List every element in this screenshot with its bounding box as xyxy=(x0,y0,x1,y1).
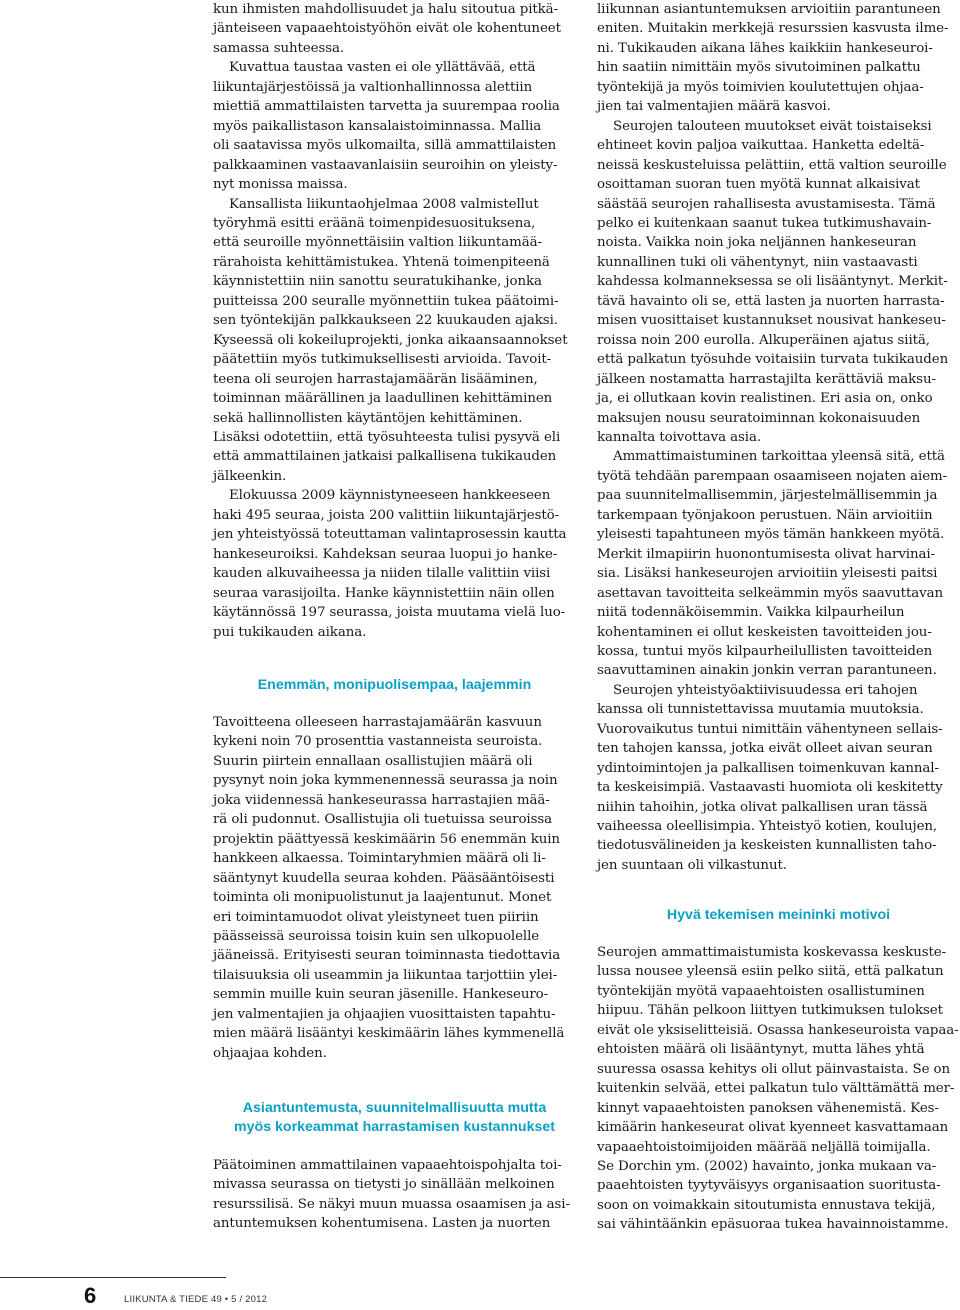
paragraph: kun ihmisten mahdollisuudet ja halu sitoutua pitkä- jänteiseen vapaaehtoistyöhön eivät ole kohentuneet samassa suhteessa. xyxy=(213,2,561,56)
left-mid-text xyxy=(213,713,576,1063)
footer-rule xyxy=(0,1277,226,1278)
right-top-text xyxy=(597,0,960,875)
paragraph: Tavoitteena olleeseen harrastajamäärän kasvuun kykeni noin 70 prosenttia vastanneista seuroista. Suurin piirtein ennallaan osallistujien määrä oli pysynyt noin joka kymmenennessä seurassa ja noin joka viidennessä hankeseurassa harrastajien mää- rä oli pudonnut. Osallistujia oli tuetuissa seuroissa projektin päättyessä keskimäärin 56 enemmän kuin hankkeen alkaessa. Toimintaryhmien määrä oli li- sääntynyt kuudella seuraa kohden. Pääsääntöisesti toiminta oli monipuolistunut ja laajentunut. Monet eri toimintamuodot olivat yleistyneet tuen piiriin päässeissä seuroissa toisin kuin sen ulkopuolelle jääneissä. Erityisesti seuran toiminnasta tiedottavia tilaisuuksia oli useammin ja liikuntaa tarjottiin ylei- semmin muille kuin seuran jäsenille. Hankeseuro- jen valmentajien ja ohjaajien vuosittaisten tapahtu- mien määrä lisääntyi keskimäärin lähes kymmenellä ohjaajaa kohden. xyxy=(213,715,565,1061)
paragraph: Päätoiminen ammattilainen vapaaehtoispohjalta toi- mivassa seurassa on tietysti jo sinällään melkoinen resurssilisä. Se näkyi muun muassa osaamisen ja asi- antuntemuksen kohentumisena. Lasten ja nuorten xyxy=(213,1158,570,1232)
paragraph: liikunnan asiantuntemuksen arvioitiin parantuneen eniten. Muitakin merkkejä resurssien kasvusta ilme- ni. Tukikauden aikana lähes kaikkiin hankeseuroi- hin saatiin nimittäin myös sivutoiminen palkattu työntekijä ja myös toimivien koulutettujen ohjaa- jien tai valmentajien määrä kasvoi. xyxy=(597,2,949,115)
paragraph: Elokuussa 2009 käynnistyneeseen hankkeeseen haki 495 seuraa, joista 200 valittiin liikuntajärjestö- jen yhteistyössä toteuttaman valintaprosessin kautta hankeseuroiksi. Kahdeksan seuraa luopui jo hanke- kauden alkuvaiheessa ja niiden tilalle valittiin viisi seuraa varasijoilta. Hanke käynnistettiin näin ollen käytännössä 197 seurassa, joista muutama vielä luo- pui tukikauden aikana. xyxy=(213,488,567,640)
paragraph: Ammattimaistuminen tarkoittaa yleensä sitä, että työtä tehdään parempaan osaamiseen nojaten aiem- paa suunnitelmallisemmin, järjestelmällisemmin ja tarkempaan työnjakoon perustuen. Näin arvioitiin yleisesti tapahtuneen myös tämän hankkeen myötä. Merkit ilmapiirin huonontumisesta olivat harvinai- sia. Lisäksi hankeseurojen arvioitiin yleisesti paitsi asettavan tavoitteita selkeämmin myös saavuttavan niitä todennäköisemmin. Vaikka kilpaurheilun kohentaminen ei ollut keskeisten tavoitteiden jou- kossa, tuntui myös kilpaurheilullisten tavoitteiden saavuttaminen ainakin jonkin verran parantuneen. xyxy=(597,449,948,679)
left-bottom-text xyxy=(213,1156,576,1234)
section-heading: Hyvä tekemisen meininki motivoi xyxy=(666,907,891,923)
page-number: 6 xyxy=(84,1283,97,1308)
left-top-text xyxy=(213,0,576,642)
paragraph: Kuvattua taustaa vasten ei ole yllättävää, että liikuntajärjestöissä ja valtionhallinnossa alettiin miettiä ammattilaisten tarvetta ja suurempaa roolia myös paikallistason kansalaistoiminnassa. Mallia oli saatavissa myös ulkomailta, sillä ammattilaisten palkkaaminen vastaavanlaisiin seuroihin on yleisty- nyt monissa maissa. xyxy=(213,60,560,193)
paragraph: Seurojen yhteistyöaktiivisuudessa eri tahojen kanssa oli tunnistettavissa muutamia muutoksia. Vuorovaikutus tuntui nimittäin vähentyneen sellais- ten tahojen kanssa, jotka eivät olleet aivan seuran ydintoimintojen ja palkallisen toimenkuvan kannal- ta keskeisimpiä. Vastaavasti huomiota oli keskitetty niihin tahoihin, jotka olivat palkallisen uran tässä vaiheessa oleellisimpia. Yhteistyö kotien, koulujen, tiedotusvälineiden ja keskeisten kunnallisten taho- jen suuntaan oli vilkastunut. xyxy=(597,682,943,873)
section-heading: Asiantuntemusta, suunnitelmallisuutta mutta myös korkeammat harrastamisen kustannukset xyxy=(234,1100,555,1135)
section-heading: Enemmän, monipuolisempaa, laajemmin xyxy=(257,677,532,693)
paragraph: Seurojen talouteen muutokset eivät toistaiseksi ehtineet kovin paljoa vaikuttaa. Hanketta edeltä- neissä keskusteluissa pelättiin, että valtion seuroille osoittaman suoran tuen myötä kunnat alkaisivat säästää seurojen rahallisesta avustamisesta. Tämä pelko ei kuitenkaan saanut tukea tutkimushavain- noista. Vaikka noin joka neljännen hankeseuran kunnallinen tuki oli vähentynyt, niin vastaavasti kahdessa kolmanneksessa se oli lisääntynyt. Merkit- tävä havainto oli se, että lasten ja nuorten harrasta- misen vuosittaiset kustannukset nousivat hankeseu- roissa noin 200 eurolla. Alkuperäinen ajatus siitä, että palkatun työsuhde voitaisiin turvata tukikauden jälkeen nostamatta harrastajilta kerättäviä maksu- ja, ei ollutkaan kovin realistinen. Eri asia on, onko maksujen nousu seuratoiminnan kokonaisuuden kannalta toivottava asia. xyxy=(597,118,949,445)
paragraph: Seurojen ammattimaistumista koskevassa keskuste- lussa nousee yleensä esiin pelko siitä, että palkatun työntekijän myötä vapaaehtoisten osallistuminen hiipuu. Tähän pelkoon liittyen tutkimuksen tulokset eivät ole yksiselitteisiä. Osassa hankeseuroista vapaa- ehtoisten määrä oli lisääntynyt, mutta lähes yhtä suuressa osassa kehitys oli ollut päinvastaista. Se on kuitenkin selvää, ettei palkatun tulo välttämättä mer- kinnyt vapaaehtoisten panoksen vähenemistä. Kes- kimäärin hankeseurat olivat kyenneet kasvattamaan vapaaehtoistoimijoiden määrää neljällä toimijalla. Se Dorchin ym. (2002) havainto, jonka mukaan va- paaehtoisten tyytyväisyys organisaation suoritusta- soon on voimakkain sitoutumista ennustava tekijä, sai vähintäänkin epäsuoraa tukea havainnoistamme. xyxy=(597,945,959,1233)
paragraph: Kansallista liikuntaohjelmaa 2008 valmistellut työryhmä esitti eräänä toimenpidesuosituksena, että seuroille myönnettäisiin valtion liikuntamää- rärahoista kehittämistukea. Yhtenä toimenpiteenä käynnistettiin niin sanottu seuratukihanke, jonka puitteissa 200 seuralle myönnettiin tukea päätoimi- sen työntekijän palkkaukseen 22 kuukauden ajaksi. Kyseessä oli kokeiluprojekti, jonka aikaansaannokset päätettiin myös tutkimuksellisesti arvioida. Tavoit- teena oli seurojen harrastajamäärän lisääminen, toiminnan määrällinen ja laadullinen kehittäminen sekä hallinnollisten käytäntöjen kehittäminen. Lisäksi odotettiin, että työsuhteesta tulisi pysyvä eli että ammattilainen jatkaisi palkallisena tukikauden jälkeenkin. xyxy=(213,196,568,484)
journal-reference: LIIKUNTA & TIEDE 49 • 5 / 2012 xyxy=(124,1294,268,1305)
right-bottom-text xyxy=(597,943,960,1235)
